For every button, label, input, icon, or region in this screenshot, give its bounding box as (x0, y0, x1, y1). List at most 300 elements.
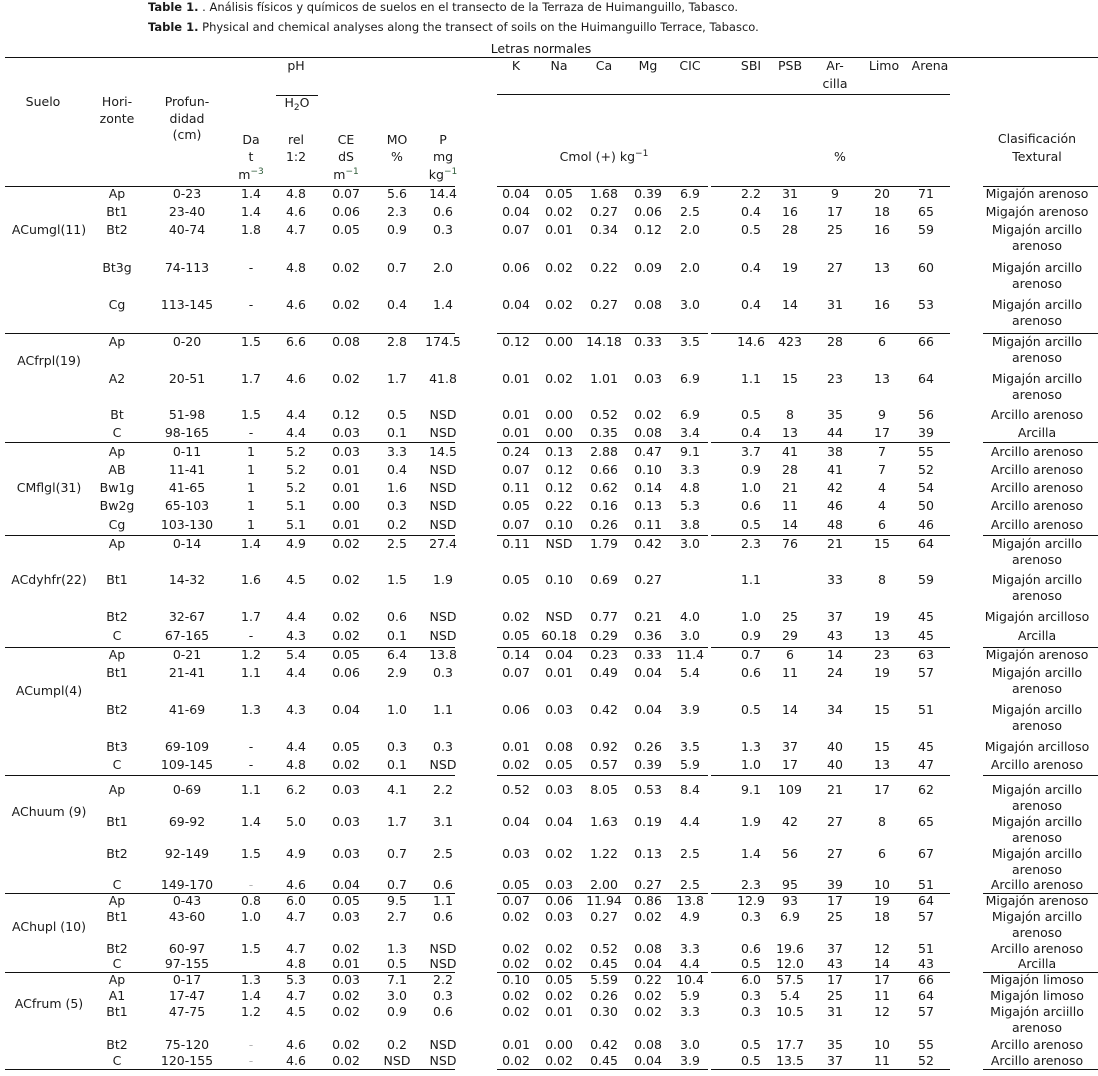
cell-clasificacion: Arcillo arenoso (990, 407, 1084, 422)
group-separator-rule (711, 1069, 950, 1070)
cell-cic: 2.5 (680, 846, 700, 861)
cell-arc: 27 (827, 846, 843, 861)
cell-da: 1.4 (241, 814, 261, 829)
header-suelo: Suelo (25, 94, 61, 109)
cell-na: 0.02 (545, 1053, 573, 1068)
cell-k: 0.02 (502, 956, 530, 971)
cell-arena: 50 (918, 498, 934, 513)
cell-ph: 4.7 (286, 941, 306, 956)
cell-clasificacion: Migajón arcillo arenoso (991, 782, 1083, 813)
cell-arc: 25 (827, 222, 843, 237)
header-mo-1: MO (386, 132, 408, 147)
cell-psb: 13 (782, 425, 798, 440)
cell-psb: 11 (782, 498, 798, 513)
cell-cic: 3.0 (680, 1037, 700, 1052)
cell-cic: 5.4 (680, 665, 700, 680)
cell-p: NSD (429, 480, 457, 495)
cell-mg: 0.03 (634, 371, 662, 386)
cell-clasificacion: Migajón arcillo arenoso (991, 909, 1083, 940)
cell-h: A2 (108, 371, 126, 386)
cell-limo: 10 (874, 1037, 890, 1052)
cell-ca: 0.30 (590, 1004, 618, 1019)
cell-ce: 0.03 (332, 972, 360, 987)
cell-ce: 0.05 (332, 739, 360, 754)
cell-na: 0.00 (545, 407, 573, 422)
cell-arena: 64 (918, 988, 934, 1003)
cell-prof: 149-170 (160, 877, 214, 892)
cell-ca: 0.52 (590, 941, 618, 956)
cell-mg: 0.04 (634, 1053, 662, 1068)
cell-arena: 51 (918, 702, 934, 717)
cell-prof: 67-165 (164, 628, 210, 643)
cell-sbi: 0.5 (741, 517, 761, 532)
cell-psb: 10.5 (776, 1004, 804, 1019)
cell-limo: 16 (874, 222, 890, 237)
cell-h: Bt1 (106, 665, 128, 680)
cell-na: 60.18 (541, 628, 577, 643)
cell-da: 1.5 (241, 941, 261, 956)
header-ce-unit (333, 168, 358, 184)
cell-p: NSD (429, 1037, 457, 1052)
cell-sbi: 1.1 (741, 371, 761, 386)
cell-limo: 23 (874, 647, 890, 662)
cell-mo: 0.4 (387, 462, 407, 477)
cell-da: - (248, 297, 254, 312)
cell-sbi: 0.6 (741, 941, 761, 956)
cell-k: 0.10 (502, 972, 530, 987)
header-ph: pH (287, 58, 305, 73)
cell-ph: 6.0 (286, 893, 306, 908)
cell-p: NSD (429, 628, 457, 643)
cell-da: 1.3 (241, 972, 261, 987)
cell-arc: 28 (827, 334, 843, 349)
cell-arc: 37 (827, 941, 843, 956)
cell-sbi: 2.3 (741, 536, 761, 551)
cell-ce: 0.06 (332, 204, 360, 219)
cell-clasificacion: Migajón arcillo arenoso (991, 260, 1083, 291)
cell-arc: 37 (827, 609, 843, 624)
cell-ph: 4.8 (286, 260, 306, 275)
cell-h: Cg (108, 517, 126, 532)
cell-ph: 5.2 (286, 480, 306, 495)
cell-ca: 0.45 (590, 1053, 618, 1068)
cell-k: 0.01 (502, 425, 530, 440)
cell-arena: 45 (918, 739, 934, 754)
cell-limo: 13 (874, 260, 890, 275)
cell-mo: 0.3 (387, 498, 407, 513)
header-arcilla-2: cilla (822, 76, 848, 91)
cell-na: 0.10 (545, 517, 573, 532)
cell-mo: 1.7 (387, 814, 407, 829)
cell-arc: 17 (827, 972, 843, 987)
cell-ca: 1.68 (590, 186, 618, 201)
cell-prof: 21-41 (168, 665, 206, 680)
cell-k: 0.04 (502, 186, 530, 201)
cell-da: 1.6 (241, 572, 261, 587)
cell-p: 0.3 (433, 665, 453, 680)
cell-mo: 0.7 (387, 877, 407, 892)
cell-p: 2.2 (433, 782, 453, 797)
cell-limo: 18 (874, 204, 890, 219)
cell-psb: 14 (782, 517, 798, 532)
h2o-subscript: 2 (293, 103, 300, 113)
cell-psb: 6 (786, 647, 794, 662)
cell-da: 1.4 (241, 204, 261, 219)
cell-prof: 97-155 (164, 956, 210, 971)
cell-h: Ap (108, 972, 126, 987)
header-da-unit-base: m (238, 167, 251, 182)
header-psb: PSB (777, 58, 803, 73)
cell-clasificacion: Migajón arcilloso (984, 609, 1090, 624)
cell-ph: 4.3 (286, 702, 306, 717)
cell-ca: 0.34 (590, 222, 618, 237)
cell-h: Ap (108, 536, 126, 551)
cell-cic: 6.9 (680, 371, 700, 386)
cell-arc: 17 (827, 893, 843, 908)
cell-mg: 0.08 (634, 1037, 662, 1052)
cell-ce: 0.01 (332, 956, 360, 971)
cell-p: 14.4 (429, 186, 457, 201)
percent-rule (700, 94, 950, 95)
cell-da: 1.8 (241, 222, 261, 237)
cell-h: Bt1 (106, 204, 128, 219)
cell-ca: 0.35 (590, 425, 618, 440)
cell-ce: 0.02 (332, 988, 360, 1003)
cell-cic: 5.3 (680, 498, 700, 513)
cell-psb: 41 (782, 444, 798, 459)
cell-mo: NSD (383, 1053, 411, 1068)
header-p-unit-base: kg (428, 167, 444, 182)
cell-mg: 0.53 (634, 782, 662, 797)
cell-sbi: 1.9 (741, 814, 761, 829)
cell-prof: 41-65 (168, 480, 206, 495)
cell-limo: 12 (874, 941, 890, 956)
cell-ph: 5.1 (286, 498, 306, 513)
cell-k: 0.05 (502, 877, 530, 892)
cell-h: C (112, 425, 122, 440)
cell-psb: 29 (782, 628, 798, 643)
cell-sbi: 14.6 (737, 334, 765, 349)
cell-ph: 5.2 (286, 444, 306, 459)
cell-h: A1 (108, 988, 126, 1003)
cell-mg: 0.19 (634, 814, 662, 829)
group-separator-rule (497, 1069, 708, 1070)
cell-arc: 40 (827, 757, 843, 772)
cell-ca: 14.18 (586, 334, 622, 349)
header-clasificacion-1: Clasificación (997, 131, 1077, 146)
cell-p: 0.6 (433, 1004, 453, 1019)
cell-limo: 4 (878, 480, 886, 495)
cell-psb: 56 (782, 846, 798, 861)
cell-clasificacion: Migajón arenoso (985, 204, 1089, 219)
cell-k: 0.05 (502, 572, 530, 587)
cell-k: 0.05 (502, 628, 530, 643)
cell-mg: 0.36 (634, 628, 662, 643)
header-p-1: P (439, 132, 447, 147)
cell-p: 0.6 (433, 204, 453, 219)
cell-cic: 6.9 (680, 407, 700, 422)
cell-ce: 0.01 (332, 517, 360, 532)
cell-mo: 3.3 (387, 444, 407, 459)
cell-p: 2.5 (433, 846, 453, 861)
cell-k: 0.02 (502, 941, 530, 956)
header-arcilla-1: Ar- (826, 58, 844, 73)
cell-prof: 23-40 (168, 204, 206, 219)
cell-psb: 13.5 (776, 1053, 804, 1068)
cell-k: 0.02 (502, 609, 530, 624)
cell-limo: 8 (878, 572, 886, 587)
cell-na: 0.08 (545, 739, 573, 754)
cell-da: 0.8 (241, 893, 261, 908)
cell-ca: 0.22 (590, 260, 618, 275)
cations-rule (497, 94, 708, 95)
cell-ca: 1.01 (590, 371, 618, 386)
cell-mg: 0.08 (634, 941, 662, 956)
cell-mo: 1.7 (387, 371, 407, 386)
cell-na: 0.02 (545, 260, 573, 275)
cell-h: Ap (108, 334, 126, 349)
cell-da: 1.1 (241, 782, 261, 797)
cell-ce: 0.12 (332, 407, 360, 422)
soil-name: AChupl (10) (12, 919, 86, 934)
cell-arc: 40 (827, 739, 843, 754)
cell-p: NSD (429, 407, 457, 422)
caption-english-text: Physical and chemical analyses along the transect of soils on the Huimanguillo Terrace, Tabasco. (202, 20, 759, 34)
cell-arc: 39 (827, 877, 843, 892)
cell-mg: 0.02 (634, 988, 662, 1003)
cell-p: NSD (429, 462, 457, 477)
cell-ca: 1.22 (590, 846, 618, 861)
cell-arc: 43 (827, 956, 843, 971)
cell-ph: 5.2 (286, 462, 306, 477)
cell-arena: 64 (918, 371, 934, 386)
cell-na: NSD (545, 609, 573, 624)
cell-k: 0.01 (502, 739, 530, 754)
cell-na: 0.03 (545, 702, 573, 717)
cell-p: NSD (429, 956, 457, 971)
cell-da: 1.5 (241, 407, 261, 422)
cell-ca: 0.26 (590, 988, 618, 1003)
cell-mo: 0.3 (387, 739, 407, 754)
cell-ce: 0.03 (332, 909, 360, 924)
cell-limo: 13 (874, 628, 890, 643)
cell-ce: 0.06 (332, 665, 360, 680)
cell-prof: 0-69 (172, 782, 202, 797)
cell-p: 0.6 (433, 909, 453, 924)
h2o-o: O (299, 95, 310, 110)
cell-sbi: 0.5 (741, 1037, 761, 1052)
cell-ph: 5.4 (286, 647, 306, 662)
cell-psb: 17 (782, 757, 798, 772)
cell-arc: 14 (827, 647, 843, 662)
cell-arena: 52 (918, 1053, 934, 1068)
cell-arena: 51 (918, 877, 934, 892)
header-sbi: SBI (740, 58, 762, 73)
cell-h: Bt3 (106, 739, 128, 754)
cell-h: Cg (108, 297, 126, 312)
header-profundidad-2: didad (169, 111, 205, 126)
cell-mo: 0.5 (387, 956, 407, 971)
cell-ce: 0.01 (332, 462, 360, 477)
cell-ca: 0.27 (590, 909, 618, 924)
cell-k: 0.01 (502, 407, 530, 422)
cell-arena: 53 (918, 297, 934, 312)
cell-mo: 2.7 (387, 909, 407, 924)
cell-ce: 0.02 (332, 371, 360, 386)
cell-na: 0.01 (545, 222, 573, 237)
cell-clasificacion: Arcillo arenoso (990, 877, 1084, 892)
cell-mo: 1.0 (387, 702, 407, 717)
cell-arc: 38 (827, 444, 843, 459)
cell-sbi: 0.5 (741, 702, 761, 717)
cell-ce: 0.03 (332, 846, 360, 861)
header-rel-1: rel (287, 132, 305, 147)
cell-ca: 2.88 (590, 444, 618, 459)
cell-arena: 47 (918, 757, 934, 772)
cell-mg: 0.02 (634, 407, 662, 422)
cell-prof: 0-21 (172, 647, 202, 662)
cell-h: Bt1 (106, 1004, 128, 1019)
cell-arc: 44 (827, 425, 843, 440)
header-horizonte-2: zonte (99, 111, 135, 126)
cell-clasificacion: Migajón arcillo arenoso (991, 814, 1083, 845)
caption-spanish-text: . Análisis físicos y químicos de suelos en el transecto de la Terraza de Huimanguillo, Tabasco. (202, 0, 738, 14)
cell-cic: 3.9 (680, 702, 700, 717)
cell-mo: 0.1 (387, 425, 407, 440)
cell-psb: 95 (782, 877, 798, 892)
cell-arc: 27 (827, 814, 843, 829)
cell-ca: 8.05 (590, 782, 618, 797)
group-separator-rule (711, 775, 950, 776)
cell-clasificacion: Arcillo arenoso (990, 941, 1084, 956)
cell-ph: 5.0 (286, 814, 306, 829)
cell-prof: 0-43 (172, 893, 202, 908)
cell-mg: 0.27 (634, 572, 662, 587)
cell-ce: 0.02 (332, 260, 360, 275)
cell-na: 0.13 (545, 444, 573, 459)
cell-p: 0.6 (433, 877, 453, 892)
cell-mg: 0.11 (634, 517, 662, 532)
cell-clasificacion: Arcilla (1017, 956, 1057, 971)
cell-clasificacion: Migajón arcilloso (984, 739, 1090, 754)
cell-cic: 3.3 (680, 1004, 700, 1019)
cell-ph: 4.6 (286, 204, 306, 219)
cell-mg: 0.14 (634, 480, 662, 495)
cell-h: Bw1g (99, 480, 135, 495)
cell-mg: 0.27 (634, 877, 662, 892)
cell-arena: 62 (918, 782, 934, 797)
cell-arc: 48 (827, 517, 843, 532)
cell-arena: 55 (918, 444, 934, 459)
cell-k: 0.02 (502, 757, 530, 772)
cell-da: 1.4 (241, 536, 261, 551)
cell-ce: 0.04 (332, 877, 360, 892)
cell-mo: 0.7 (387, 260, 407, 275)
cell-h: Bw2g (99, 498, 135, 513)
cell-da: 1.4 (241, 988, 261, 1003)
cell-limo: 11 (874, 988, 890, 1003)
cell-na: 0.12 (545, 462, 573, 477)
cell-arc: 27 (827, 260, 843, 275)
cell-ph: 4.5 (286, 572, 306, 587)
cell-k: 0.07 (502, 222, 530, 237)
group-separator-rule (983, 775, 1098, 776)
cell-ce: 0.02 (332, 1004, 360, 1019)
cell-mo: 4.1 (387, 782, 407, 797)
cell-limo: 18 (874, 909, 890, 924)
cell-cic: 4.8 (680, 480, 700, 495)
cell-h: Ap (108, 647, 126, 662)
cell-arena: 57 (918, 909, 934, 924)
cell-ca: 0.77 (590, 609, 618, 624)
cell-mo: 5.6 (387, 186, 407, 201)
caption-english-label: Table 1. (148, 20, 199, 34)
soil-name: ACumgl(11) (11, 222, 87, 237)
cell-p: 2.0 (433, 260, 453, 275)
header-ca: Ca (595, 58, 613, 73)
cell-arena: 59 (918, 222, 934, 237)
cell-h: Bt1 (106, 909, 128, 924)
cell-limo: 19 (874, 893, 890, 908)
cell-da: 1.7 (241, 371, 261, 386)
cell-k: 0.02 (502, 1004, 530, 1019)
cell-mo: 1.5 (387, 572, 407, 587)
cell-ph: 4.9 (286, 846, 306, 861)
cell-da: - (248, 1037, 254, 1052)
cell-ph: 4.8 (286, 186, 306, 201)
cell-sbi: 0.3 (741, 1004, 761, 1019)
soil-name: ACdyhfr(22) (11, 572, 87, 587)
cell-ph: 6.2 (286, 782, 306, 797)
cell-p: 1.9 (433, 572, 453, 587)
cell-cic: 3.3 (680, 462, 700, 477)
cell-cic: 3.3 (680, 941, 700, 956)
cell-ph: 4.4 (286, 609, 306, 624)
cell-arc: 35 (827, 1037, 843, 1052)
cell-sbi: 0.4 (741, 425, 761, 440)
cell-clasificacion: Migajón arcillo arenoso (991, 665, 1083, 696)
cell-ca: 2.00 (590, 877, 618, 892)
cell-k: 0.01 (502, 371, 530, 386)
cell-p: NSD (429, 498, 457, 513)
cell-ce: 0.02 (332, 628, 360, 643)
cell-h: Bt2 (106, 941, 128, 956)
cell-na: 0.03 (545, 782, 573, 797)
header-da-2: t (248, 149, 254, 164)
cell-cic: 4.4 (680, 814, 700, 829)
cell-k: 0.07 (502, 893, 530, 908)
cell-cic: 11.4 (676, 647, 704, 662)
cell-prof: 65-103 (164, 498, 210, 513)
cell-arena: 64 (918, 536, 934, 551)
cell-h: Ap (108, 444, 126, 459)
cell-cic: 3.0 (680, 536, 700, 551)
cell-na: 0.02 (545, 846, 573, 861)
cell-ph: 4.7 (286, 988, 306, 1003)
cell-prof: 20-51 (168, 371, 206, 386)
cell-ce: 0.02 (332, 609, 360, 624)
cell-sbi: 9.1 (741, 782, 761, 797)
cell-mg: 0.02 (634, 909, 662, 924)
cell-limo: 13 (874, 757, 890, 772)
cell-na: 0.02 (545, 371, 573, 386)
cell-ph: 6.6 (286, 334, 306, 349)
cell-ca: 0.92 (590, 739, 618, 754)
cell-p: 27.4 (429, 536, 457, 551)
cell-cic: 2.0 (680, 260, 700, 275)
cell-arc: 35 (827, 407, 843, 422)
soil-name: ACumpl(4) (15, 683, 83, 698)
